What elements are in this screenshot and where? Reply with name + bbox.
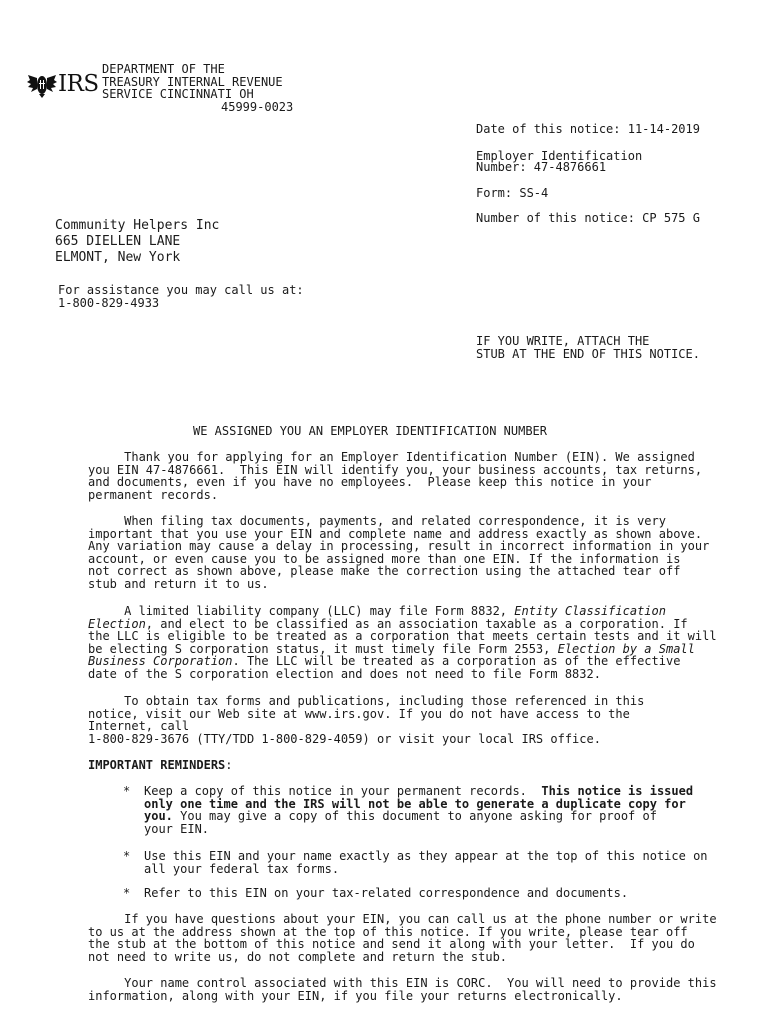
notice-title: WE ASSIGNED YOU AN EMPLOYER IDENTIFICATION NUMBER	[193, 424, 548, 438]
reminder-1-text-1: Keep a copy of this notice in your permanent records.	[144, 784, 542, 798]
eagle-seal-icon	[27, 72, 57, 98]
llc-form-title-2: Election	[88, 616, 146, 631]
reminder-1-bold-2: only one time and the IRS will not be able to generate a duplicate copy for you.	[144, 796, 686, 823]
bullet-3: *	[123, 886, 131, 900]
paragraph-questions: If you have questions about your EIN, you can call us at the phone number or write to us at the address shown at the top of this notice. If you write, please tear off the stub at the bottom of this notice and send it along with your letter. If you do not need to write us, do not complete and return the stub.	[88, 912, 717, 964]
reminder-use-ein: Use this EIN and your name exactly as they appear at the top of this notice on all your federal tax forms.	[144, 849, 708, 876]
paragraph-llc	[88, 605, 748, 680]
reminder-keep-copy	[144, 785, 744, 835]
bullet-2: *	[123, 849, 131, 863]
ein-label: Employer Identification	[476, 149, 643, 163]
reminder-refer-ein: Refer to this EIN on your tax-related correspondence and documents.	[144, 886, 629, 900]
llc-text-2: , and elect to be classified as an association taxable as a corporation. If the LLC is eligible to be treated as a corporation that meets certain tests and it will be electing S corporation status, it must timely file Form 2553,	[88, 616, 717, 656]
irs-logo	[27, 70, 103, 100]
reminder-1-text-2: You may give a copy of this document to anyone asking for proof of your EIN.	[144, 809, 657, 836]
logo-text: IRS	[58, 71, 99, 97]
llc-text-3: . The LLC will be treated as a corporation as of the effective date of the S corporation election and does not need to file Form 8832.	[88, 654, 681, 681]
notice-date: Date of this notice: 11-14-2019	[476, 122, 700, 136]
ein-number: Number: 47-4876661	[476, 160, 607, 174]
notice-number: Number of this notice: CP 575 G	[476, 211, 700, 225]
paragraph-tax-forms: To obtain tax forms and publications, including those referenced in this notice, visit our Web site at www.irs.gov. If you do not have access to the Internet, call 1-800-829-3676 (TTY/TDD 1-800-829-4059) or visit your local IRS office.	[88, 694, 645, 746]
paragraph-filing-instructions: When filing tax documents, payments, and related correspondence, it is very important that you use your EIN and complete name and address exactly as shown above. Any variation may cause a delay in processing, result in incorrect information in your account, or even cause you to be assigned more than one EIN. If the information is not correct as shown above, please make the correction using the attached tear off stub and return it to us.	[88, 514, 710, 591]
attach-note-line-2: STUB AT THE END OF THIS NOTICE.	[476, 347, 700, 361]
assistance-phone: 1-800-829-4933	[58, 296, 160, 310]
bullet-1: *	[123, 784, 131, 798]
recipient-city: ELMONT, New York	[55, 250, 181, 265]
paragraph-name-control: Your name control associated with this EIN is CORC. You will need to provide this information, along with your EIN, if you file your returns electronically.	[88, 976, 717, 1003]
reminders-heading-text: IMPORTANT REMINDERS	[88, 758, 226, 772]
llc-form-title-3: Election by a Small	[557, 641, 695, 656]
recipient-name: Community Helpers Inc	[55, 218, 220, 233]
reminder-1-bold-1: This notice is issued	[541, 784, 694, 798]
attach-note-line-1: IF YOU WRITE, ATTACH THE	[476, 334, 650, 348]
reminders-heading	[88, 759, 233, 772]
agency-line-3: SERVICE CINCINNATI OH	[102, 87, 254, 101]
llc-text-1: A limited liability company (LLC) may file Form 8832,	[88, 604, 515, 618]
agency-line-2: TREASURY INTERNAL REVENUE	[102, 74, 283, 89]
recipient-street: 665 DIELLEN LANE	[55, 234, 181, 249]
agency-zip: 45999-0023	[221, 99, 294, 114]
agency-line-1: DEPARTMENT OF THE	[102, 62, 225, 76]
assistance-text: For assistance you may call us at:	[58, 283, 304, 297]
llc-form-title-4: Business Corporation	[88, 654, 233, 668]
paragraph-ein-assigned: Thank you for applying for an Employer Identification Number (EIN). We assigned you EIN 47-4876661. This EIN will identify you, your business accounts, tax returns, and documents, even if you have no employees. Please keep this notice in your permanent records.	[88, 450, 703, 502]
reminders-colon: :	[225, 758, 233, 772]
form-type: Form: SS-4	[476, 186, 549, 200]
llc-form-title-1: Entity Classification	[514, 604, 666, 618]
